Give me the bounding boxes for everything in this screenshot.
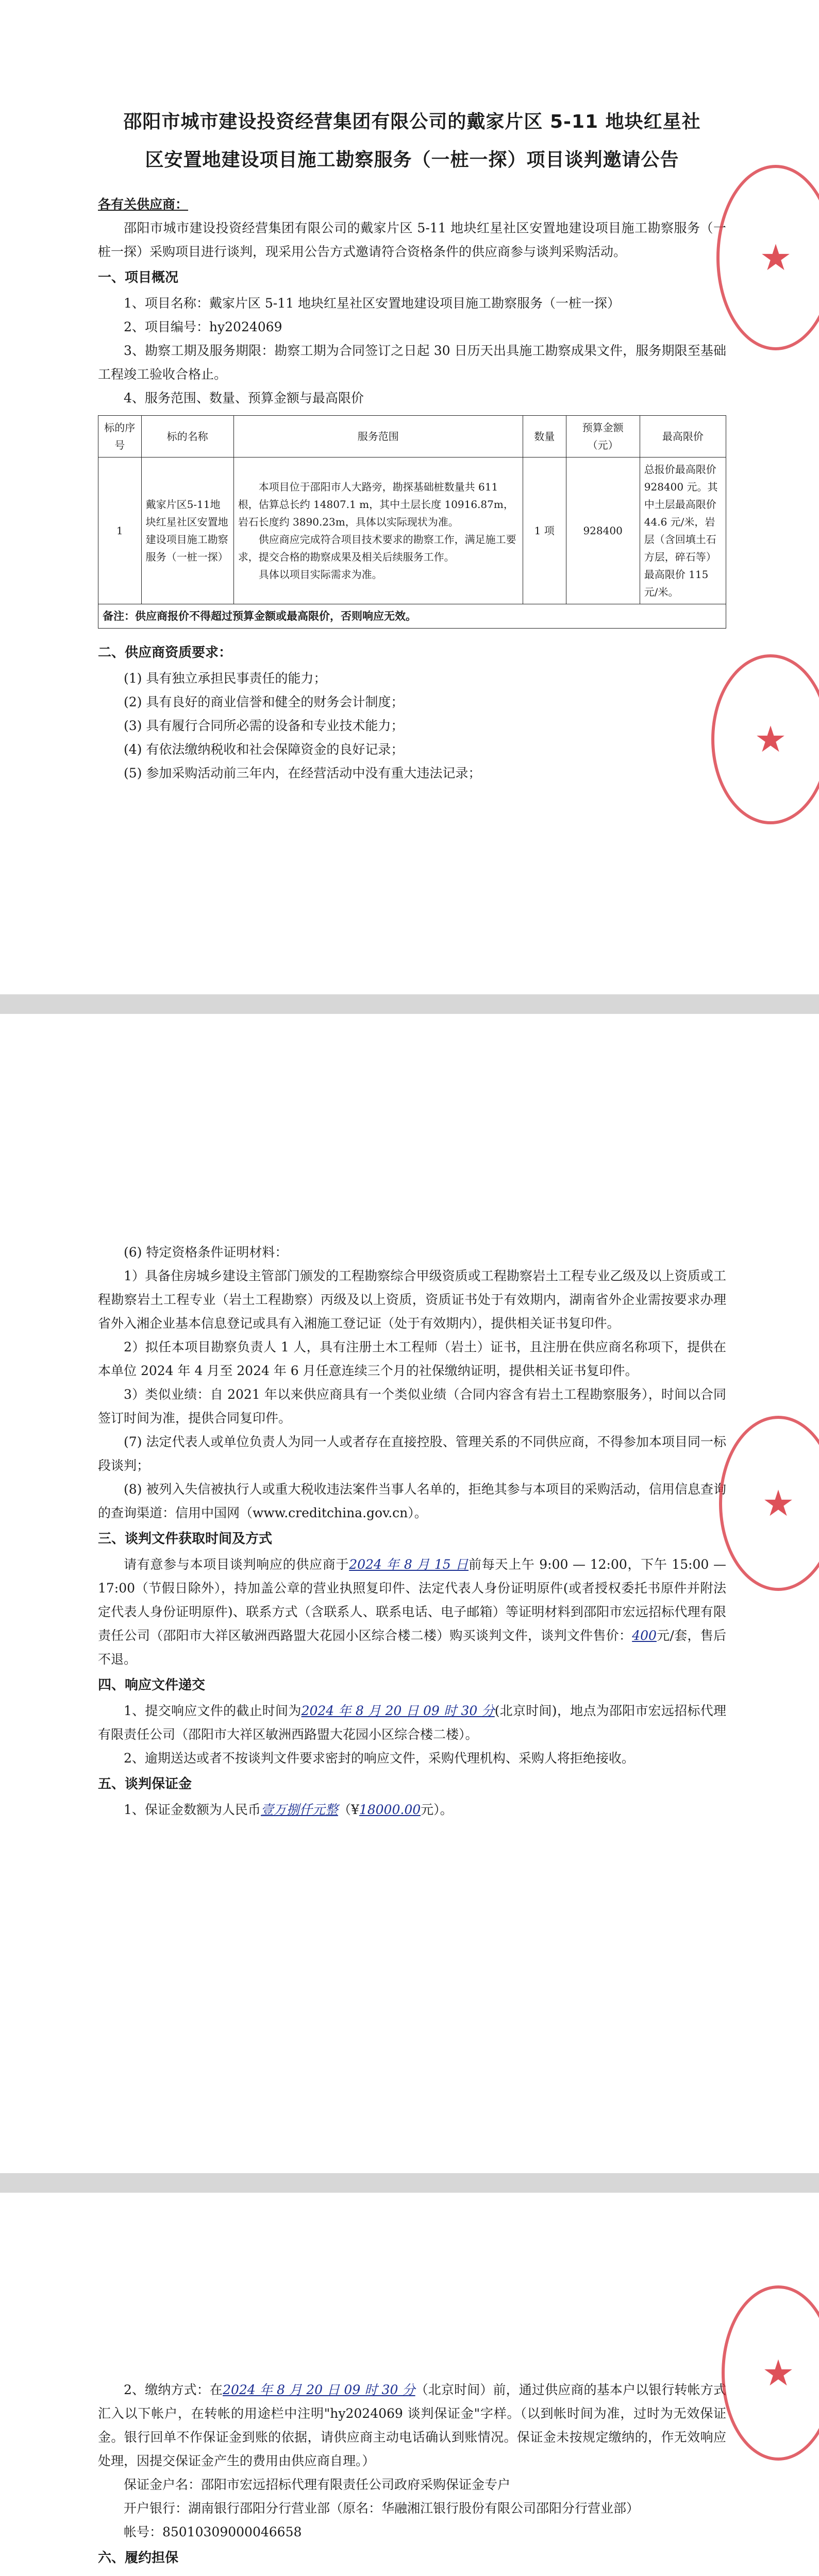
requirement-6: (6) 特定资格条件证明材料：: [124, 1245, 288, 1260]
document-page-2: [0, 1014, 819, 2173]
requirement-3: (3) 具有履行合同所必需的设备和专业技术能力；: [124, 718, 404, 733]
requirement-5: (5) 参加采购活动前三年内，在经营活动中没有重大违法记录；: [124, 766, 481, 781]
performance-paragraph: [98, 2572, 726, 2576]
requirement-2: (2) 具有良好的商业信誉和健全的财务会计制度；: [124, 694, 404, 709]
title-line-1: 邵阳市城市建设投资经营集团有限公司的戴家片区 5-11 地块红星社: [123, 111, 701, 132]
submit-paragraph-1: [98, 1699, 726, 1747]
cell-name: 戴家片区5-11地块红星社区安置地建设项目施工勘察服务（一桩一探）: [141, 457, 233, 604]
seam-seal-stamp-2: ★: [719, 1416, 819, 1591]
section-1-heading: 一、项目概况: [98, 270, 179, 285]
cell-budget: 928400: [566, 457, 640, 604]
document-title: [98, 103, 726, 179]
deposit-text-1a: 1、保证金数额为人民币: [124, 1802, 261, 1817]
intro-paragraph: 邵阳市城市建设投资经营集团有限公司的戴家片区 5-11 地块红星社区安置地建设项目施工勘察服务（一桩一探）采购项目进行谈判，现采用公告方式邀请符合资格条件的供应商参与谈判采购活动。: [98, 221, 726, 259]
table-note-row: [98, 604, 726, 629]
submit-paragraph-2: 2、逾期送达或者不按谈判文件要求密封的响应文件，采购代理机构、采购人将拒绝接收。: [124, 1751, 634, 1766]
submit-deadline: 2024 年 8 月 20 日 09 时 30 分: [301, 1703, 495, 1718]
obtain-price: 400: [632, 1628, 657, 1643]
th-no: 标的序号: [98, 416, 142, 457]
th-qty: 数量: [523, 416, 566, 457]
salutation: 各有关供应商：: [98, 197, 189, 212]
seam-seal-stamp: ★: [711, 654, 819, 824]
requirement-6-2: 2）拟任本项目勘察负责人 1 人，具有注册土木工程师（岩土）证书，且注册在供应商名称项下，提供在本单位 2024 年 4 月至 2024 年 6 月任意连续三个月的社保缴纳证明，提供相关证书复印件。: [98, 1340, 726, 1378]
submit-text-1b: (北京时间)，地点为邵阳市宏远招标代理有限责任公司（邵阳市大祥区敏洲西路盟大花园小区综合楼二楼）。: [98, 1703, 726, 1742]
table-row: [98, 457, 726, 604]
payment-text-1a: 2、缴纳方式：在: [124, 2382, 223, 2397]
th-limit: 最高限价: [640, 416, 726, 457]
procurement-table: [98, 415, 726, 629]
deposit-paragraph: [98, 1798, 726, 1822]
obtain-text-2: 前每天上午 9:00 — 12:00，下午 15:00 —17:00（节假日除外），持加盖公章的营业执照复印件、法定代表人身份证明原件(或者授权委托书原件并附法定代表人身份证明原件)、联系方式（含联系人、联系电话、电子邮箱）等证明材料到邵阳市宏远招标代理有限责任公司（邵阳市大祥区敏洲西路盟大花园小区综合楼二楼）购买谈判文件，谈判文件售价：: [98, 1557, 726, 1643]
th-budget: 预算金额（元）: [566, 416, 640, 457]
obtain-text-1: 请有意参与本项目谈判响应的供应商于: [124, 1557, 349, 1572]
account-bank: 开户银行：湖南银行邵阳分行营业部（原名：华融湘江银行股份有限公司邵阳分行营业部）: [124, 2501, 640, 2516]
scope-paragraph-2: 供应商应完成符合项目技术要求的勘察工作，满足施工要求，提交合格的勘察成果及相关后续服务工作。: [238, 533, 516, 563]
project-duration: 3、勘察工期及服务期限：勘察工期为合同签订之日起 30 日历天出具施工勘察成果文件，服务期限至基础工程竣工验收合格止。: [98, 343, 726, 382]
cell-no: 1: [98, 457, 142, 604]
service-scope-heading: 4、服务范围、数量、预算金额与最高限价: [124, 391, 364, 405]
company-seal-stamp: ★: [716, 165, 819, 350]
table-note: 备注：供应商报价不得超过预算金额或最高限价，否则响应无效。: [98, 604, 726, 629]
requirement-7: (7) 法定代表人或单位负责人为同一人或者存在直接控股、管理关系的不同供应商，不得参加本项目同一标段谈判；: [98, 1434, 726, 1473]
payment-paragraph: [98, 2378, 726, 2473]
requirement-6-3: 3）类似业绩：自 2021 年以来供应商具有一个类似业绩（合同内容含有岩土工程勘察服务），时间以合同签订时间为准，提供合同复印件。: [98, 1387, 726, 1426]
submit-text-1a: 1、提交响应文件的截止时间为: [124, 1703, 302, 1718]
cell-limit: 总报价最高限价 928400 元。其中土层最高限价 44.6 元/米，岩层（含回填土石方层，碎石等）最高限价 115 元/米。: [640, 457, 726, 604]
section-2-heading: 二、供应商资质要求：: [98, 645, 232, 660]
payment-text-1b: （北京时间）前，通过供应商的基本户以银行转帐方式汇入以下帐户，在转帐的用途栏中注明"hy2024069 谈判保证金"字样。（以到帐时间为准，过时为无效保证金。银行回单不作保证金到账的依据，请供应商主动电话确认到账情况。保证金未按规定缴纳的，作无效响应处理，因提交保证金产生的费用由供应商自理。）: [98, 2382, 726, 2468]
section-5-heading: 五、谈判保证金: [98, 1776, 192, 1792]
payment-deadline: 2024 年 8 月 20 日 09 时 30 分: [223, 2382, 415, 2397]
section-3-heading: 三、谈判文件获取时间及方式: [98, 1531, 273, 1547]
document-page-1: [0, 0, 819, 994]
title-line-2: 区安置地建设项目施工勘察服务（一桩一探）项目谈判邀请公告: [145, 149, 679, 171]
requirement-6-1: 1）具备住房城乡建设主管部门颁发的工程勘察综合甲级资质或工程勘察岩土工程专业乙级及以上资质或工程勘察岩土工程专业（岩土工程勘察）丙级及以上资质，资质证书处于有效期内，湖南省外企业需按要求办理省外入湘企业基本信息登记或具有入湘施工登记证（处于有效期内），提供相关证书复印件。: [98, 1268, 726, 1331]
section-6-heading: 六、履约担保: [98, 2550, 179, 2566]
requirement-8: (8) 被列入失信被执行人或重大税收违法案件当事人名单的，拒绝其参与本项目的采购活动，信用信息查询的查询渠道：信用中国网（www.creditchina.gov.cn）。: [98, 1482, 726, 1520]
cell-qty: 1 项: [523, 457, 566, 604]
account-name: 保证金户名：邵阳市宏远招标代理有限责任公司政府采购保证金专户: [124, 2477, 511, 2492]
cell-scope: [233, 457, 523, 604]
section-4-heading: 四、响应文件递交: [98, 1677, 206, 1693]
account-number: 帐号：85010309000046658: [124, 2524, 302, 2539]
scope-paragraph-1: 本项目位于邵阳市人大路旁，勘探基础桩数量共 611 根，估算总长约 14807.1 m，其中土层长度 10916.87m，岩石长度约 3890.23m，具体以实际现状为准。: [238, 481, 514, 528]
deposit-amount-words: 壹万捌仟元整: [260, 1802, 338, 1817]
deposit-amount-number: 18000.00: [359, 1802, 421, 1817]
th-scope: 服务范围: [233, 416, 523, 457]
th-name: 标的名称: [141, 416, 233, 457]
requirement-1: (1) 具有独立承担民事责任的能力；: [124, 671, 327, 686]
seam-seal-stamp-3: ★: [722, 2285, 819, 2461]
table-header-row: [98, 416, 726, 457]
scope-paragraph-3: 具体以项目实际需求为准。: [258, 568, 382, 581]
obtain-text-3: 元/套，售后不退。: [98, 1628, 726, 1667]
project-name: 1、项目名称：戴家片区 5-11 地块红星社区安置地建设项目施工勘察服务（一桩一探）: [124, 296, 620, 311]
requirement-4: (4) 有依法缴纳税收和社会保障资金的良好记录；: [124, 742, 404, 757]
obtain-date: 2024 年 8 月 15 日: [349, 1557, 469, 1572]
document-page-3: [0, 2193, 819, 2576]
obtain-paragraph: [98, 1553, 726, 1671]
deposit-text-1b: （¥: [338, 1802, 359, 1817]
deposit-text-1c: 元）。: [421, 1802, 453, 1817]
project-number: 2、项目编号：hy2024069: [124, 319, 282, 334]
